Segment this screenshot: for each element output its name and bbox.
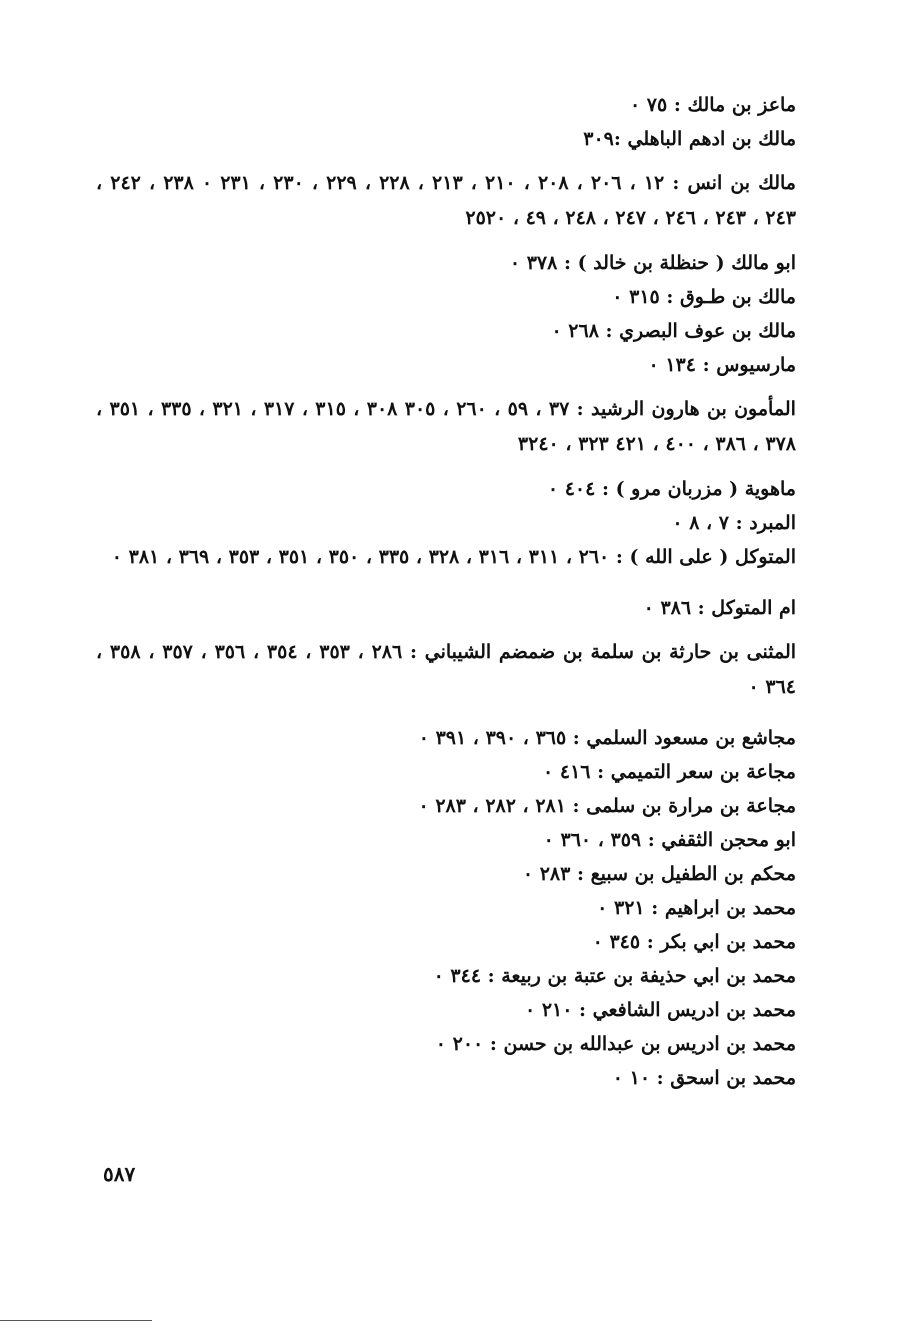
index-entry-abu-malik: ابو مالك ( حنظلة بن خالد ) : ٣٧٨ ٠ — [509, 252, 796, 274]
index-entry-muhammad-ibn-idris-shafii: محمد بن ادريس الشافعي : ٢١٠ ٠ — [524, 999, 796, 1021]
index-entry-muhammad-ibn-ibrahim: محمد بن ابراهيم : ٣٢١ ٠ — [597, 897, 796, 919]
index-entry-al-mutawakkil: المتوكل ( على الله ) : ٢٦٠ ، ٣١١ ، ٣١٦ ، ٣٢٨ ، ٣٣٥ ، ٣٥٠ ، ٣٥١ ، ٣٥٣ ، ٣٦٩ ، ٣٨١ ٠ — [111, 546, 796, 568]
page-number: ٥٨٧ — [103, 1162, 136, 1186]
index-entry-mujaa-ibn-sar: مجاعة بن سعر التميمي : ٤١٦ ٠ — [543, 761, 796, 783]
index-entry-abu-mihjan: ابو محجن الثقفي : ٣٥٩ ، ٣٦٠ ٠ — [543, 829, 796, 851]
bottom-rule — [0, 1320, 152, 1321]
index-entry-malik-ibn-tawq: مالك بن طـوق : ٣١٥ ٠ — [612, 286, 796, 308]
index-entry-mujaa-ibn-murara: مجاعة بن مرارة بن سلمى : ٢٨١ ، ٢٨٢ ، ٢٨٣ ٠ — [418, 795, 796, 817]
index-entry-maiz: ماعز بن مالك : ٧٥ ٠ — [629, 94, 796, 116]
index-entry-muhakkam: محكم بن الطفيل بن سبيع : ٢٨٣ ٠ — [522, 863, 796, 885]
index-entry-al-muthanna: المثنى بن حارثة بن سلمة بن ضمضم الشيباني : ٢٨٦ ، ٣٥٣ ، ٣٥٤ ، ٣٥٦ ، ٣٥٧ ، ٣٥٨ ، ٣٦٤ ٠ — [96, 641, 797, 698]
index-entry-muhammad-ibn-abi-bakr: محمد بن ابي بكر : ٣٤٥ ٠ — [592, 931, 796, 953]
index-entry-umm-al-mutawakkil: ام المتوكل : ٣٨٦ ٠ — [643, 597, 796, 619]
index-entry-malik-ibn-awf: مالك بن عوف البصري : ٢٦٨ ٠ — [551, 320, 796, 342]
index-entry-mahuya: ماهوية ( مزربان مرو ) : ٤٠٤ ٠ — [547, 478, 796, 500]
index-entry-mujashi: مجاشع بن مسعود السلمي : ٣٦٥ ، ٣٩٠ ، ٣٩١ ٠ — [418, 727, 796, 749]
index-entry-muhammad-ibn-idris-ibn-abdallah: محمد بن ادريس بن عبدالله بن حسن : ٢٠٠ ٠ — [435, 1033, 796, 1055]
index-entry-muhammad-ibn-abi-hudhayfa: محمد بن ابي حذيفة بن عتبة بن ربيعة : ٣٤٤ ٠ — [433, 965, 796, 987]
index-entries — [96, 88, 796, 1095]
index-entry-muhammad-ibn-ishaq: محمد بن اسحق : ١٠ ٠ — [612, 1067, 796, 1089]
index-entry-al-mamun: المأمون بن هارون الرشيد : ٣٧ ، ٥٩ ، ٢٦٠ ، ٣٠٥ ٣٠٨ ، ٣١٥ ، ٣١٧ ، ٣٢١ ، ٣٣٥ ، ٣٥١ ، ٣٧٨ ، ٣٨٦ ، ٤٠٠ ، ٤٢١ ٣٢٣ ، ٣٢٤٠ — [96, 398, 796, 455]
index-entry-malik-ibn-anas: مالك بن انس : ١٢ ، ٢٠٦ ، ٢٠٨ ، ٢١٠ ، ٢١٣ ، ٢٢٨ ، ٢٢٩ ، ٢٣٠ ، ٢٣١ ٠ ٢٣٨ ، ٢٤٢ ، ٢٤٣ ، ٢٤٣ ، ٢٤٦ ، ٢٤٧ ، ٢٤٨ ، ٤٩ ، ٢٥٢٠ — [96, 172, 796, 229]
index-entry-al-mubarrad: المبرد : ٧ ، ٨ ٠ — [672, 512, 796, 534]
index-entry-malik-ibn-adham: مالك بن ادهم الباهلي :٣٠٩ — [583, 128, 796, 150]
index-entry-marsius: مارسيوس : ١٣٤ ٠ — [648, 354, 796, 376]
